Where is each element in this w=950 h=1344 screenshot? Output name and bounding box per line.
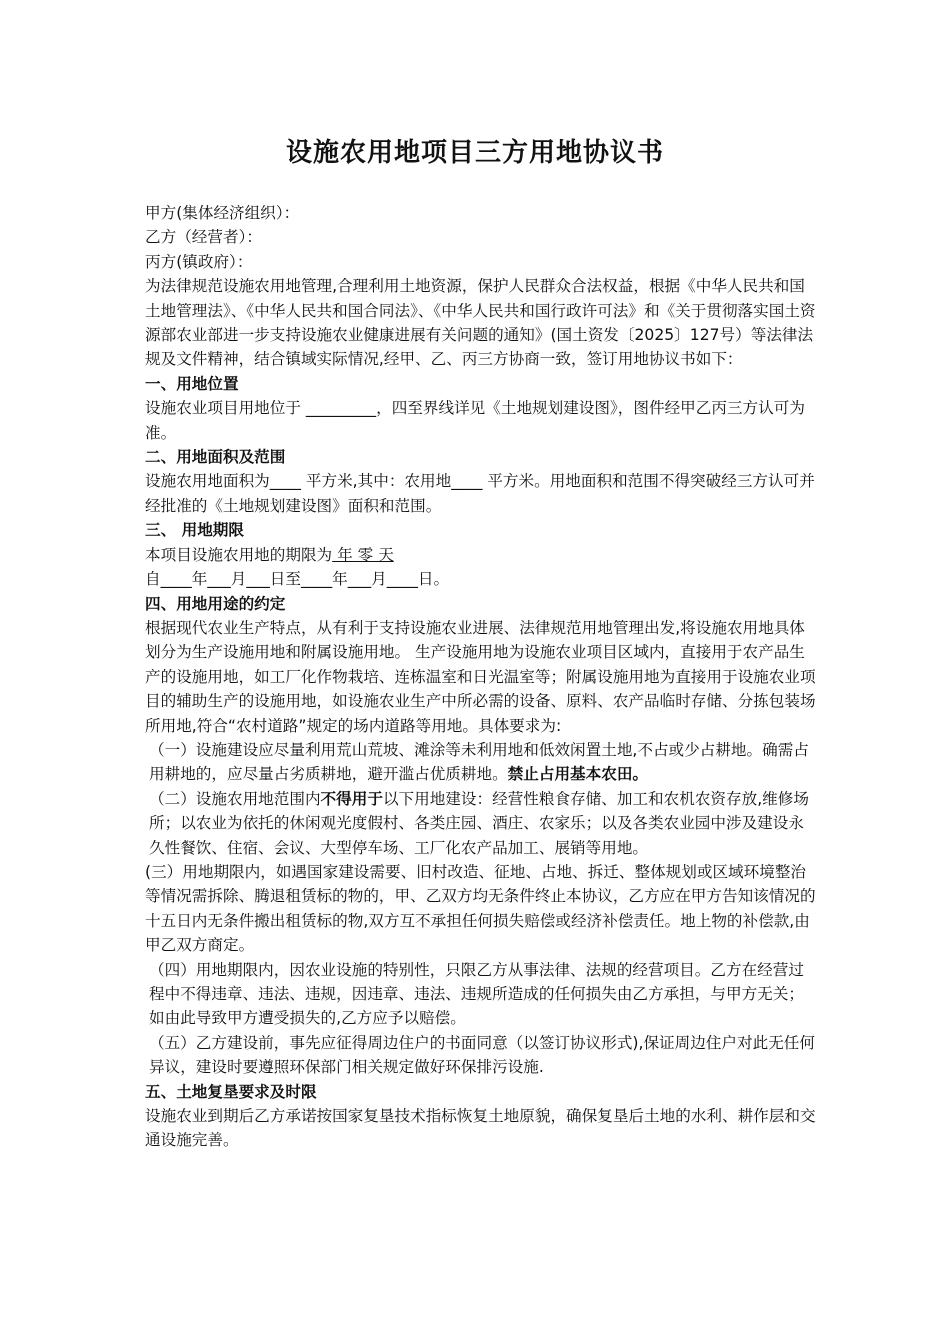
section-1-text bbox=[145, 396, 817, 445]
section-5-text: 设施农业到期后乙方承诺按国家复垦技术指标恢复土地原貌，确保复垦后土地的水利、耕作层和交通设施完善。 bbox=[145, 1107, 816, 1150]
term-value-blank: 年 零 天 bbox=[332, 545, 394, 564]
location-blank: _________ bbox=[305, 399, 377, 418]
section-5-heading: 五、土地复垦要求及时限 bbox=[145, 1082, 317, 1101]
section-1-heading: 一、用地位置 bbox=[145, 374, 239, 393]
section-2-text: 设施农用地面积为____ 平方米,其中：农用地____ 平方米。用地面积和范围不得突破经三方认可并经批准的《土地规划建设图》面积和范围。 bbox=[145, 472, 815, 515]
section-4-heading: 四、用地用途的约定 bbox=[145, 594, 286, 613]
intro-paragraph: 为法律规范设施农用地管理,合理利用土地资源，保护人民群众合法权益，根据《中华人民共和国土地管理法》、《中华人民共和国合同法》、《中华人民共和国行政许可法》和《关于贯彻落实国土资源部农业部进一步支持设施农业健康进展有关问题的通知》(国土资发〔2025〕127号）等法律法规及文件精神，结合镇域实际情况,经甲、乙、丙三方协商一致，签订用地协议书如下： bbox=[145, 277, 816, 369]
section-4-paragraph: 根据现代农业生产特点，从有利于支持设施农业进展、法律规范用地管理出发,将设施农用地具体划分为生产设施用地和附属设施用地。 生产设施用地为设施农业项目区域内，直接用于农产品生产的设施用地，如工厂化作物栽培、连栋温室和日光温室等；附属设施用地为直接用于设施农业项目的辅助生产的设施用地，如设施农业生产中所必需的设备、原料、农产品临时存储、分拣包装场所用地,符合“农村道路”规定的场内道路等用地。具体要求为: bbox=[145, 618, 816, 735]
item-2-bold-text: 不得用于 bbox=[320, 789, 383, 808]
item-1-bold-text: 禁止占用基本农田。 bbox=[507, 765, 649, 784]
section-4-item-2 bbox=[145, 787, 817, 860]
document-title: 设施农用地项目三方用地协议书 bbox=[285, 138, 664, 168]
item-2-text-post: 以下用地建设：经营性粮食存储、加工和农机农资存放,维修场所；以农业为依托的休闲观光度假村、各类庄园、酒庄、农家乐；以及各类农业园中涉及建设永久性餐饮、住宿、会议、大型停车场、工厂化农产品加工、展销等用地。 bbox=[149, 789, 809, 857]
party-b-line: 乙方（经营者）： bbox=[145, 228, 262, 247]
term-label: 本项目设施农用地的期限为 bbox=[145, 545, 333, 564]
section-1-text-pre: 设施农业项目用地位于 bbox=[145, 399, 301, 418]
section-4-item-5: （五）乙方建设前，事先应征得周边住户的书面同意（以签订协议形式),保证周边住户对此无任何异议，建设时要遵照环保部门相关规定做好环保排污设施. bbox=[149, 1033, 815, 1077]
section-2-heading: 二、用地面积及范围 bbox=[145, 448, 286, 467]
section-3-line-1 bbox=[145, 543, 817, 567]
section-4-item-4: （四）用地期限内，因农业设施的特别性，只限乙方从事法律、法规的经营项目。乙方在经营过程中不得违章、违法、违规，因违章、违法、违规所造成的任何损失由乙方承担，与甲方无关；如由此导致甲方遭受损失的,乙方应予以赔偿。 bbox=[149, 960, 804, 1028]
section-3-line-2: 自____年___月___日至____年___月____日。 bbox=[145, 570, 450, 589]
item-2-text-pre: （二）设施农用地范围内 bbox=[149, 789, 321, 808]
document-body bbox=[145, 201, 817, 1153]
section-1-text-post: ，四至界线详见《土地规划建设图》，图件经甲乙丙三方认可为准。 bbox=[145, 399, 805, 442]
item-1-text: （一）设施建设应尽量利用荒山荒坡、滩涂等未利用地和低效闲置土地,不占或少占耕地。确需占用耕地的，应尽量占劣质耕地，避开滥占优质耕地。 bbox=[149, 740, 809, 784]
section-3-heading: 三、 用地期限 bbox=[145, 521, 244, 540]
party-c-line: 丙方(镇政府）： bbox=[145, 252, 253, 271]
section-4-item-1 bbox=[145, 738, 817, 787]
section-4-item-3: (三）用地期限内，如遇国家建设需要、旧村改造、征地、占地、拆迁、整体规划或区域环境整治等情况需拆除、腾退租赁标的物的，甲、乙双方均无条件终止本协议，乙方应在甲方告知该情况的十五日内无条件搬出租赁标的物,双方互不承担任何损失赔偿或经济补偿责任。地上物的补偿款,由甲乙双方商定。 bbox=[145, 862, 816, 955]
party-a-line: 甲方(集体经济组织）： bbox=[145, 204, 300, 222]
